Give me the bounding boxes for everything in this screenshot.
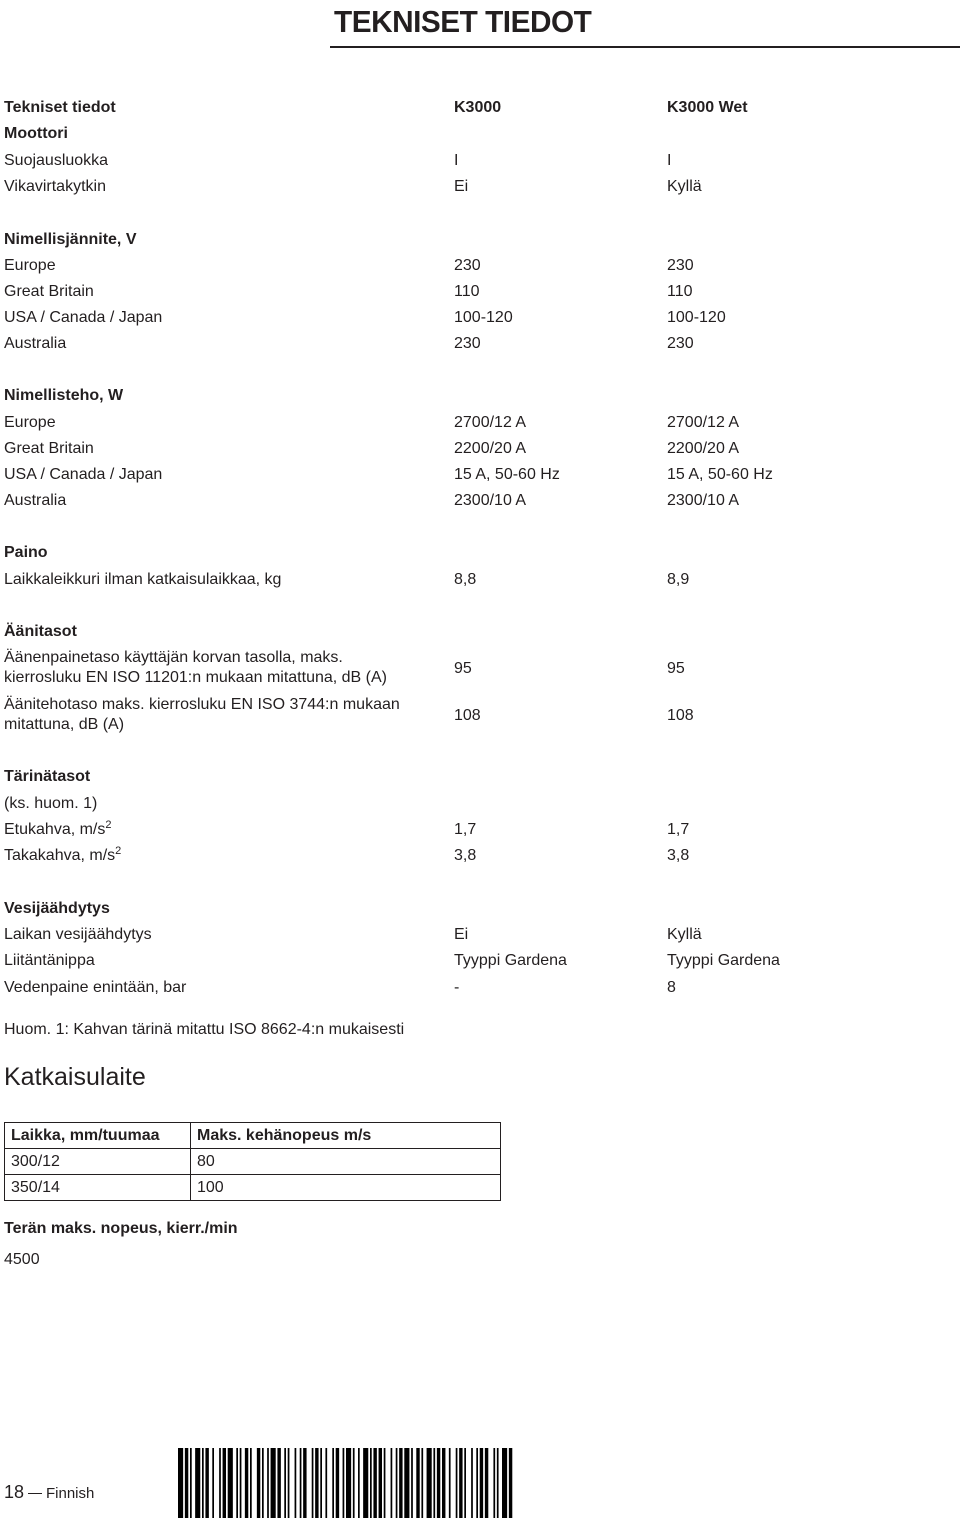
label-line: mitattuna, dB (A) (4, 716, 125, 733)
spec-value-k3000: 108 (454, 707, 481, 724)
barcode-bar (404, 1448, 409, 1518)
barcode-bar (250, 1448, 252, 1518)
barcode-bar (325, 1448, 327, 1518)
spec-value-k3000: - (454, 979, 460, 996)
max-speed-row (0, 1247, 960, 1273)
spec-value-k3000-wet: 230 (667, 257, 694, 274)
spec-row (0, 331, 960, 357)
barcode-bar (303, 1448, 306, 1518)
barcode-bar (370, 1448, 372, 1518)
barcode-bar (373, 1448, 376, 1518)
spec-label (4, 817, 112, 843)
spec-value-k3000-wet: 108 (667, 707, 694, 724)
spec-row (0, 567, 960, 593)
barcode-bar (421, 1448, 423, 1518)
power-heading (0, 383, 960, 409)
barcode-bar (312, 1448, 314, 1518)
table-header-row (5, 1123, 501, 1149)
spec-row (0, 174, 960, 200)
spec-label: Suojausluokka (4, 152, 109, 169)
note-ref-text: (ks. huom. 1) (4, 795, 98, 812)
noise-pressure-label (4, 648, 387, 688)
barcode-bar (336, 1448, 339, 1518)
table-cell: 100 (191, 1175, 501, 1201)
spec-row (0, 279, 960, 305)
spec-value-k3000: 230 (454, 257, 481, 274)
barcode-bar (346, 1448, 351, 1518)
barcode-bar (464, 1448, 466, 1518)
barcode-bar (315, 1448, 318, 1518)
spec-label: Europe (4, 257, 56, 274)
barcode-bar (411, 1448, 413, 1518)
barcode-bar (485, 1448, 488, 1518)
table-row (5, 1149, 501, 1175)
barcode-bar (384, 1448, 386, 1518)
spec-label (4, 843, 121, 869)
spec-header-row (0, 95, 960, 121)
spec-value-k3000: 95 (454, 660, 472, 677)
table-header-cell: Laikka, mm/tuumaa (5, 1123, 191, 1149)
spec-value-k3000: I (454, 152, 459, 169)
spec-row (0, 410, 960, 436)
barcode-bar (391, 1448, 393, 1518)
barcode-bar (267, 1448, 269, 1518)
barcode-image (178, 1448, 514, 1518)
spec-row (0, 817, 960, 843)
water-heading-text: Vesijäähdytys (4, 900, 110, 917)
power-heading-text: Nimellisteho, W (4, 387, 124, 404)
spec-row (0, 843, 960, 869)
barcode-bar (288, 1448, 290, 1518)
spec-row (0, 948, 960, 974)
table-header-cell: Maks. kehänopeus m/s (191, 1123, 501, 1149)
barcode-bar (343, 1448, 345, 1518)
spec-row (0, 488, 960, 514)
spec-label: Laikan vesijäähdytys (4, 926, 152, 943)
barcode-bar (195, 1448, 200, 1518)
spec-value-k3000-wet: 15 A, 50-60 Hz (667, 466, 773, 483)
spec-label: Great Britain (4, 283, 94, 300)
label-line: kierrosluku EN ISO 11201:n mukaan mitattuna, dB (A) (4, 669, 387, 686)
spec-label: Europe (4, 414, 56, 431)
spec-label: Liitäntänippa (4, 952, 95, 969)
motor-heading-text: Moottori (4, 125, 68, 142)
barcode-bar (427, 1448, 432, 1518)
max-speed-label: Terän maks. nopeus, kierr./min (4, 1220, 238, 1237)
barcode-bar (262, 1448, 264, 1518)
barcode-bar (332, 1448, 334, 1518)
footer-dash (28, 1493, 42, 1494)
water-heading (0, 896, 960, 922)
barcode-bar (178, 1448, 183, 1518)
spec-value-k3000-wet: I (667, 152, 672, 169)
blade-speed-table (4, 1122, 501, 1201)
label-line: Äänenpainetaso käyttäjän korvan tasolla, maks. (4, 649, 343, 666)
barcode-bar (295, 1448, 297, 1518)
spec-value-k3000-wet: Kyllä (667, 926, 702, 943)
spec-row (0, 436, 960, 462)
vibration-note-ref (0, 791, 960, 817)
footnote-text: Huom. 1: Kahvan tärinä mitattu ISO 8662-4:n mukaisesti (4, 1021, 405, 1038)
barcode-bar (212, 1448, 214, 1518)
spec-value-k3000: 2700/12 A (454, 414, 527, 431)
spec-value-k3000-wet: 2300/10 A (667, 492, 740, 509)
spec-value-k3000-wet: Tyyppi Gardena (667, 952, 780, 969)
footnote (0, 1017, 960, 1043)
spec-value-k3000: 1,7 (454, 821, 477, 838)
spec-value-k3000-wet: 8 (667, 979, 676, 996)
spec-value-k3000-wet: 1,7 (667, 821, 690, 838)
barcode-bar (456, 1448, 458, 1518)
label-text: Etukahva, m/s (4, 821, 106, 838)
spec-header-label: Tekniset tiedot (4, 99, 116, 116)
barcode-bar (271, 1448, 276, 1518)
voltage-heading-text: Nimellisjännite, V (4, 231, 137, 248)
spec-label: USA / Canada / Japan (4, 309, 163, 326)
spec-row (0, 148, 960, 174)
spec-value-k3000: Ei (454, 926, 469, 943)
spec-value-k3000-wet: Kyllä (667, 178, 702, 195)
label-line: Äänitehotaso maks. kierrosluku EN ISO 3744:n mukaan (4, 696, 400, 713)
table-row (5, 1175, 501, 1201)
spec-value-k3000-wet: 95 (667, 660, 685, 677)
barcode-bar (320, 1448, 322, 1518)
spec-value-k3000: 3,8 (454, 847, 477, 864)
page-number: 18 (4, 1482, 25, 1502)
barcode-bar (277, 1448, 280, 1518)
barcode-bar (442, 1448, 445, 1518)
barcode-bar (228, 1448, 233, 1518)
barcode-bar (284, 1448, 286, 1518)
barcode-bar (433, 1448, 435, 1518)
noise-heading-text: Äänitasot (4, 623, 77, 640)
barcode-bar (240, 1448, 242, 1518)
barcode-bar (437, 1448, 440, 1518)
vibration-heading-text: Tärinätasot (4, 768, 91, 785)
spec-row (0, 253, 960, 279)
max-speed-heading (0, 1216, 960, 1242)
barcode-bar (459, 1448, 462, 1518)
spec-value-k3000: 2300/10 A (454, 492, 527, 509)
spec-value-k3000: 230 (454, 335, 481, 352)
spec-value-k3000: 15 A, 50-60 Hz (454, 466, 560, 483)
max-speed-value: 4500 (4, 1251, 40, 1268)
barcode-bar (185, 1448, 188, 1518)
barcode-bar (245, 1448, 248, 1518)
cutting-equipment-heading: Katkaisulaite (4, 1063, 146, 1091)
spec-value-k3000-wet: 8,9 (667, 571, 690, 588)
table-cell: 80 (191, 1149, 501, 1175)
barcode-bar (497, 1448, 499, 1518)
weight-heading (0, 540, 960, 566)
superscript: 2 (105, 819, 112, 831)
motor-heading (0, 121, 960, 147)
noise-heading (0, 619, 960, 645)
spec-label: USA / Canada / Japan (4, 466, 163, 483)
spec-value-k3000: 110 (454, 283, 480, 300)
spec-label: Australia (4, 492, 67, 509)
spec-value-k3000-wet: 2200/20 A (667, 440, 740, 457)
barcode-bar (476, 1448, 478, 1518)
spec-row (0, 462, 960, 488)
spec-value-k3000-wet: 230 (667, 335, 694, 352)
barcode-bar (416, 1448, 419, 1518)
vibration-heading (0, 764, 960, 790)
barcode-bar (190, 1448, 192, 1518)
barcode-bar (399, 1448, 402, 1518)
label-text: Takakahva, m/s (4, 847, 116, 864)
spec-row (0, 305, 960, 331)
spec-label: Great Britain (4, 440, 94, 457)
barcode-bar (363, 1448, 368, 1518)
page-title: TEKNISET TIEDOT (334, 4, 592, 39)
model-k3000-wet: K3000 Wet (667, 99, 748, 116)
spec-value-k3000-wet: 2700/12 A (667, 414, 740, 431)
barcode-bar (257, 1448, 260, 1518)
table-cell: 300/12 (5, 1149, 191, 1175)
barcode-bar (219, 1448, 221, 1518)
barcode-bar (509, 1448, 512, 1518)
spec-label: Australia (4, 335, 67, 352)
barcode-bar (493, 1448, 495, 1518)
spec-value-k3000: 2200/20 A (454, 440, 527, 457)
table-cell: 350/14 (5, 1175, 191, 1201)
barcode-bar (449, 1448, 451, 1518)
spec-value-k3000: Tyyppi Gardena (454, 952, 567, 969)
spec-value-k3000: 100-120 (454, 309, 513, 326)
spec-label: Vikavirtakytkin (4, 178, 106, 195)
noise-power-label (4, 695, 400, 735)
spec-row (0, 922, 960, 948)
barcode-bar (396, 1448, 398, 1518)
footer-language: Finnish (46, 1485, 95, 1502)
barcode-bar (471, 1448, 473, 1518)
spec-value-k3000-wet: 100-120 (667, 309, 726, 326)
spec-value-k3000: Ei (454, 178, 469, 195)
barcode-bar (480, 1448, 483, 1518)
barcode-bar (379, 1448, 382, 1518)
spec-label: Vedenpaine enintään, bar (4, 979, 187, 996)
weight-heading-text: Paino (4, 544, 48, 561)
barcode-bar (205, 1448, 208, 1518)
barcode-bar (236, 1448, 238, 1518)
spec-label: Laikkaleikkuri ilman katkaisulaikkaa, kg (4, 571, 282, 588)
spec-value-k3000: 8,8 (454, 571, 477, 588)
spec-value-k3000-wet: 3,8 (667, 847, 690, 864)
barcode-bar (353, 1448, 355, 1518)
spec-value-k3000-wet: 110 (667, 283, 693, 300)
barcode-bar (202, 1448, 204, 1518)
superscript: 2 (115, 845, 122, 857)
model-k3000: K3000 (454, 99, 502, 116)
barcode-bar (502, 1448, 507, 1518)
barcode-bar (358, 1448, 360, 1518)
spec-row (0, 975, 960, 1001)
voltage-heading (0, 227, 960, 253)
barcode-bar (223, 1448, 226, 1518)
barcode-bar (300, 1448, 302, 1518)
